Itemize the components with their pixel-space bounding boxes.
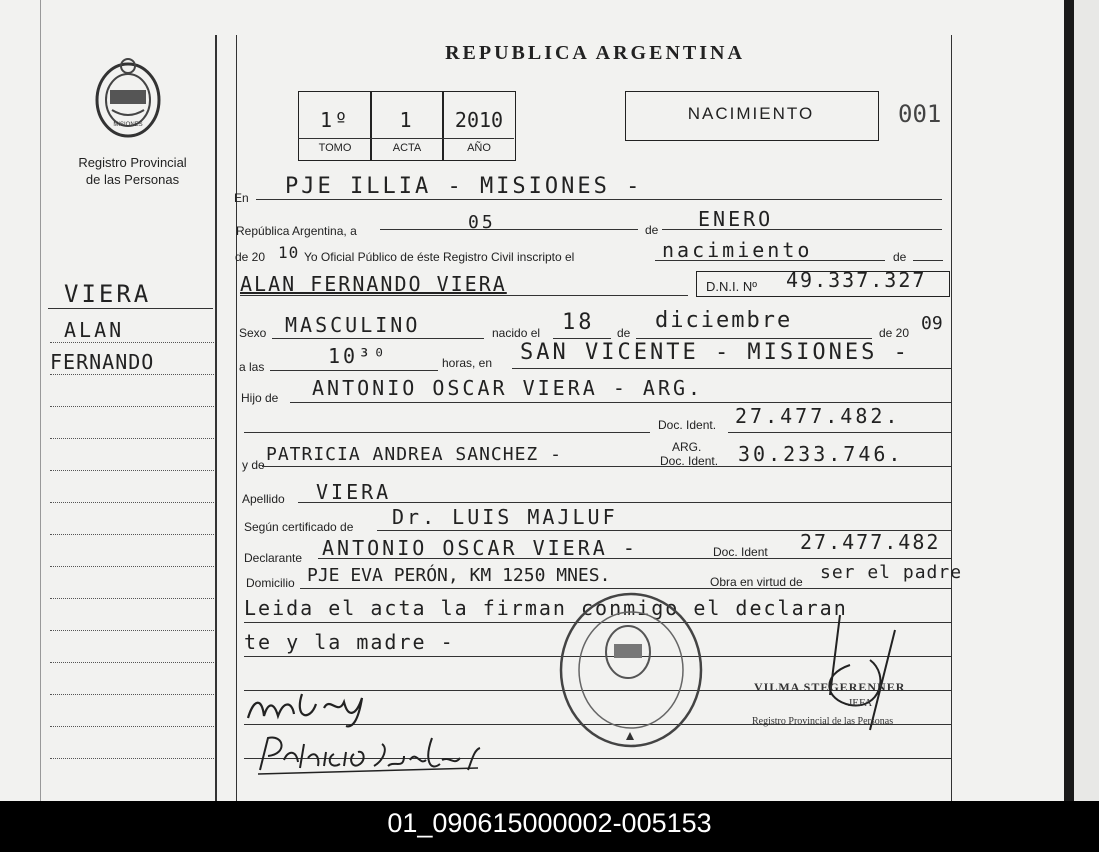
margin-ruled-line — [50, 694, 214, 695]
father-doc-label: Doc. Ident. — [658, 418, 717, 432]
closing-line-2: te y la madre - — [244, 630, 455, 654]
form-right-border — [951, 35, 952, 801]
declarante-doc-label: Doc. Ident — [713, 545, 768, 559]
birth-year-prefix: de 20 — [879, 326, 910, 340]
domicilio-label: Domicilio — [246, 576, 295, 590]
margin-surname: VIERA — [64, 280, 152, 308]
closing-line-1: Leida el acta la firman conmigo el declaran — [244, 596, 848, 620]
official-org: Registro Provincial de las Personas — [752, 716, 894, 727]
act-type: NACIMIENTO — [687, 104, 815, 123]
father-doc: 27.477.482. — [735, 404, 901, 428]
obra-label: Obra en virtud de — [710, 575, 803, 589]
year-value: 10 — [278, 243, 300, 262]
apellido-label: Apellido — [242, 492, 285, 506]
tomo-value: 1º — [319, 108, 351, 132]
mother-doc-label: Doc. Ident. — [660, 454, 719, 468]
anio-value: 2010 — [454, 108, 504, 132]
hijo-label: Hijo de — [241, 391, 279, 405]
margin-ruled-line — [50, 630, 214, 631]
year-prefix: de 20 — [235, 250, 266, 264]
official-title: JEFA — [848, 697, 873, 709]
margin-ruled-line — [50, 726, 214, 727]
form-left-border — [236, 35, 237, 801]
certificado-label: Según certificado de — [244, 520, 354, 534]
de-label-2: de — [893, 250, 907, 264]
acta-label: ACTA — [392, 142, 422, 154]
declarante-value: ANTONIO OSCAR VIERA - — [322, 536, 638, 560]
de-label: de — [645, 223, 659, 237]
country-title: REPUBLICA ARGENTINA — [445, 42, 745, 64]
margin-name2: FERNANDO — [50, 350, 155, 374]
margin-ruled-line — [50, 470, 214, 471]
margin-ruled-line — [50, 374, 214, 375]
seal-label: MISIONES — [113, 122, 143, 128]
tomo-label: TOMO — [318, 142, 352, 154]
birth-place: SAN VICENTE - MISIONES - — [520, 340, 910, 365]
mother-name: PATRICIA ANDREA SANCHEZ - — [266, 444, 562, 465]
month-value: ENERO — [698, 207, 774, 231]
dni-value: 49.337.327 — [786, 268, 927, 292]
margin-ruled-line — [50, 598, 214, 599]
dni-label: D.N.I. Nº — [706, 279, 757, 294]
page-right-shadow — [1064, 0, 1074, 801]
nacido-label: nacido el — [492, 326, 541, 340]
day-value: 05 — [468, 212, 496, 233]
hour-value: 10³⁰ — [328, 344, 389, 368]
act-number: 001 — [898, 100, 942, 128]
birth-month: diciembre — [655, 308, 793, 333]
en-label: En — [234, 191, 249, 205]
registry-name-line2: de las Personas — [85, 172, 180, 187]
republica-label: República Argentina, a — [236, 224, 357, 238]
domicilio-value: PJE EVA PERÓN, KM 1250 MNES. — [307, 565, 611, 586]
page-left-edge — [40, 0, 41, 801]
inscribed-value: nacimiento — [662, 238, 813, 262]
margin-ruled-line — [50, 758, 214, 759]
horas-label: horas, en — [442, 356, 493, 370]
mother-nationality: ARG. — [672, 440, 702, 454]
margin-name1: ALAN — [64, 318, 125, 342]
margin-ruled-line — [50, 534, 214, 535]
birth-day: 18 — [562, 310, 595, 335]
registry-name-line1: Registro Provincial — [78, 155, 187, 170]
margin-ruled-line — [50, 662, 214, 663]
alas-label: a las — [239, 360, 265, 374]
birth-year: 09 — [921, 313, 943, 334]
declarante-doc: 27.477.482 — [800, 530, 941, 554]
en-value: PJE ILLIA - MISIONES - — [285, 174, 643, 199]
acta-value: 1 — [399, 108, 415, 132]
father-name: ANTONIO OSCAR VIERA - ARG. — [312, 376, 704, 400]
official-name: VILMA STEGERENNER — [754, 680, 906, 694]
mother-doc: 30.233.746. — [738, 442, 904, 466]
margin-divider — [215, 35, 217, 801]
margin-ruled-line — [50, 406, 214, 407]
margin-ruled-line — [50, 342, 214, 343]
page-right-margin — [1074, 0, 1099, 801]
sexo-label: Sexo — [239, 326, 267, 340]
registry-stamp — [556, 590, 706, 750]
anio-label: AÑO — [467, 142, 491, 154]
document-footer-id: 01_090615000002-005153 — [0, 801, 1099, 852]
officer-text: Yo Oficial Público de éste Registro Civil inscripto el — [304, 250, 575, 264]
apellido-value: VIERA — [316, 480, 392, 504]
yde-label: y de — [242, 458, 265, 472]
child-name: ALAN FERNANDO VIERA — [240, 272, 507, 296]
declarant-signature — [244, 688, 384, 728]
obra-value: ser el padre — [820, 562, 963, 583]
mother-signature — [254, 730, 484, 778]
sexo-value: MASCULINO — [285, 313, 421, 337]
margin-ruled-line — [50, 438, 214, 439]
certificado-value: Dr. LUIS MAJLUF — [392, 505, 618, 529]
margin-ruled-line — [50, 502, 214, 503]
de-label-3: de — [617, 326, 631, 340]
margin-ruled-line — [50, 566, 214, 567]
declarante-label: Declarante — [244, 551, 303, 565]
